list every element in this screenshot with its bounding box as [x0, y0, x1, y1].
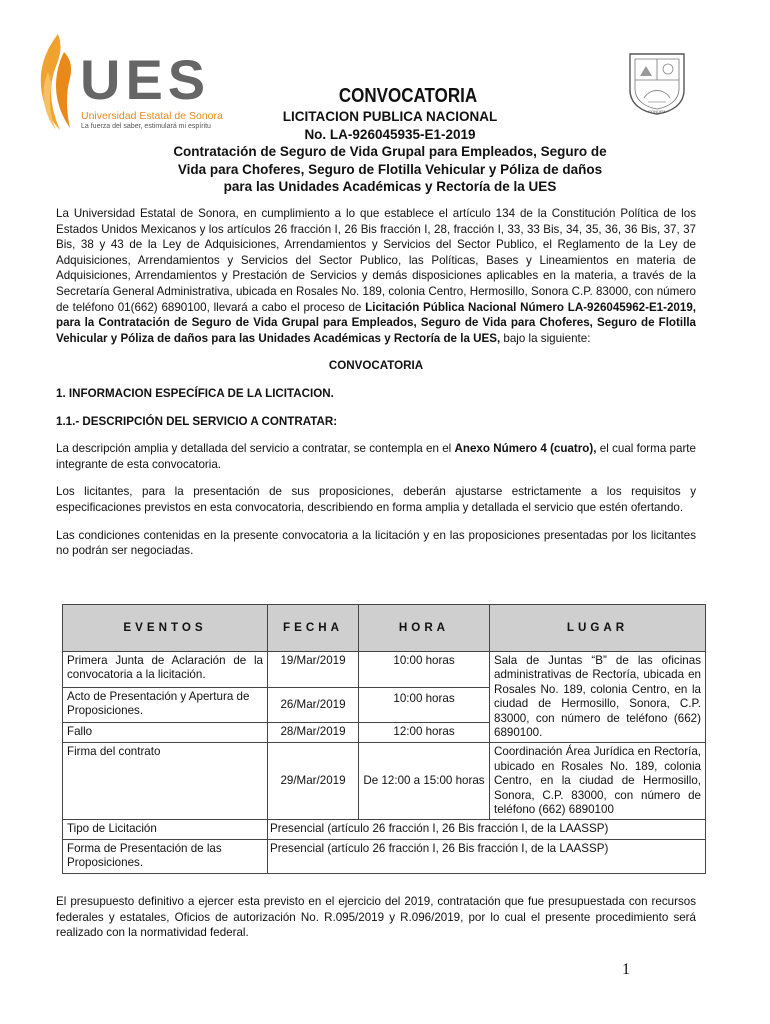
- table-header-eventos: EVENTOS: [63, 605, 268, 652]
- budget-paragraph: El presupuesto definitivo a ejercer esta previsto en el ejercicio del 2019, contratación que fue presupuestada con recursos federales y estatales, Oficios de autorización No. R.095/2019 y R.096/2019, por lo cual el presente procedimiento será realizado con la normatividad federal.: [56, 895, 696, 940]
- tender-number: No. LA-926045935-E1-2019: [304, 126, 476, 142]
- conditions-paragraph: Las condiciones contenidas en la presente convocatoria a la licitación y en las proposiciones presentadas por los licitantes no podrán ser negociadas.: [56, 528, 696, 558]
- logo-motto: La fuerza del saber, estimulará mi espíritu: [81, 123, 211, 130]
- description-paragraph: La descripción amplia y detallada del servicio a contratar, se contempla en el Anexo Número 4 (cuatro), el cual forma parte integrante de esta convocatoria.: [56, 442, 696, 471]
- subject-line-3: para las Unidades Académicas y Rectoría de la UES: [223, 179, 557, 194]
- table-header-fecha: FECHA: [268, 605, 359, 652]
- table-header-lugar: LUGAR: [490, 605, 706, 652]
- logo-wordmark: UES: [80, 48, 211, 111]
- table-row: Tipo de Licitación Presencial (artículo 26 fracción I, 26 Bis fracción I, de la LAASSP): [63, 820, 706, 839]
- logo-university-name: Universidad Estatal de Sonora: [81, 110, 223, 122]
- flame-icon: [34, 32, 80, 132]
- tender-type: LICITACION PUBLICA NACIONAL: [282, 109, 498, 124]
- requirements-paragraph: Los licitantes, para la presentación de sus proposiciones, deberán ajustarse estrictamente a los requisitos y especificaciones previstos en esta convocatoria, describiendo en forma amplia y detallada el servicio que estén ofertando.: [56, 485, 696, 514]
- table-row: Fallo 28/Mar/2019 12:00 horas: [63, 723, 706, 743]
- table-header-hora: HORA: [359, 605, 490, 652]
- table-row: Primera Junta de Aclaración de la convocatoria a la licitación. 19/Mar/2019 10:00 horas Sala de Juntas “B” de las oficinas administrativas de Rectoría, ubicada en Rosales No. 189, colonia Centro, en la ciudad de Hermosillo, Sonora, C.P. 83000, con número de teléfono (662) 6890100.: [63, 652, 706, 688]
- lugar-rectoria: Sala de Juntas “B” de las oficinas administrativas de Rectoría, ubicada en Rosales No. 189, colonia Centro, en la ciudad de Hermosillo, Sonora, C.P. 83000, con número de teléfono (662) 6890100.: [490, 652, 706, 743]
- convocatoria-heading: CONVOCATORIA: [328, 359, 424, 373]
- subject-line-2: Vida para Choferes, Seguro de Flotilla Vehicular y Póliza de daños: [177, 161, 603, 177]
- lugar-juridica: Coordinación Área Jurídica en Rectoría, ubicado en Rosales No. 189, colonia Centro, en la ciudad de Hermosillo, Sonora, C.P. 83000, con número de teléfono (662) 6890100: [490, 743, 706, 820]
- table-row: Firma del contrato 29/Mar/2019 De 12:00 a 15:00 horas Coordinación Área Jurídica en Rectoría, ubicado en Rosales No. 189, colonia Centro, en la ciudad de Hermosillo, Sonora, C.P. 83000, con número de teléfono (662) 6890100: [63, 743, 706, 820]
- document-title: CONVOCATORIA: [338, 85, 478, 107]
- subject-line-1: Contratación de Seguro de Vida Grupal para Empleados, Seguro de: [173, 144, 607, 159]
- table-row: Forma de Presentación de las Proposiciones. Presencial (artículo 26 fracción I, 26 Bis fracción I, de la LAASSP): [63, 839, 706, 873]
- intro-paragraph: La Universidad Estatal de Sonora, en cumplimiento a lo que establece el artículo 134 de la Constitución Política de los Estados Unidos Mexicanos y los artículos 26 fracción I, 26 Bis fracción I, 28, fracción I, 33, 33 Bis, 34, 35, 36, 36 Bis, 37, 37 Bis, 38 y 43 de la Ley de Adquisiciones, Arrendamientos y Servicios del Sector Publico, el Reglamento de la Ley de Adquisiciones, Arrendamientos y Servicios del Sector Publico, las Políticas, Bases y Lineamientos en materia de Adquisiciones, Arrendamientos y Prestación de Servicios y demás disposiciones aplicables en la materia, a través de la Secretaría General Administrativa, ubicada en Rosales No. 189, colonia Centro, Hermosillo, Sonora C.P. 83000, con número de teléfono 01(662) 6890100, llevará a cabo el proceso de Licitación Pública Nacional Número LA-926045962-E1-2019, para la Contratación de Seguro de Vida Grupal para Empleados, Seguro de Vida para Choferes, Seguro de Flotilla Vehicular y Póliza de daños para las Unidades Académicas y Rectoría de la UES, bajo la siguiente:: [56, 207, 697, 345]
- page-number: 1: [622, 961, 630, 978]
- events-table: [62, 604, 706, 874]
- section-heading-1: 1. INFORMACION ESPECÍFICA DE LA LICITACION.: [56, 386, 334, 400]
- document-header: [140, 84, 640, 196]
- section-heading-1-1: 1.1.- DESCRIPCIÓN DEL SERVICIO A CONTRATAR:: [56, 414, 338, 428]
- svg-text:SONORA: SONORA: [648, 109, 666, 114]
- document-body: [56, 206, 696, 559]
- table-row: Acto de Presentación y Apertura de Proposiciones. 26/Mar/2019 10:00 horas: [63, 687, 706, 723]
